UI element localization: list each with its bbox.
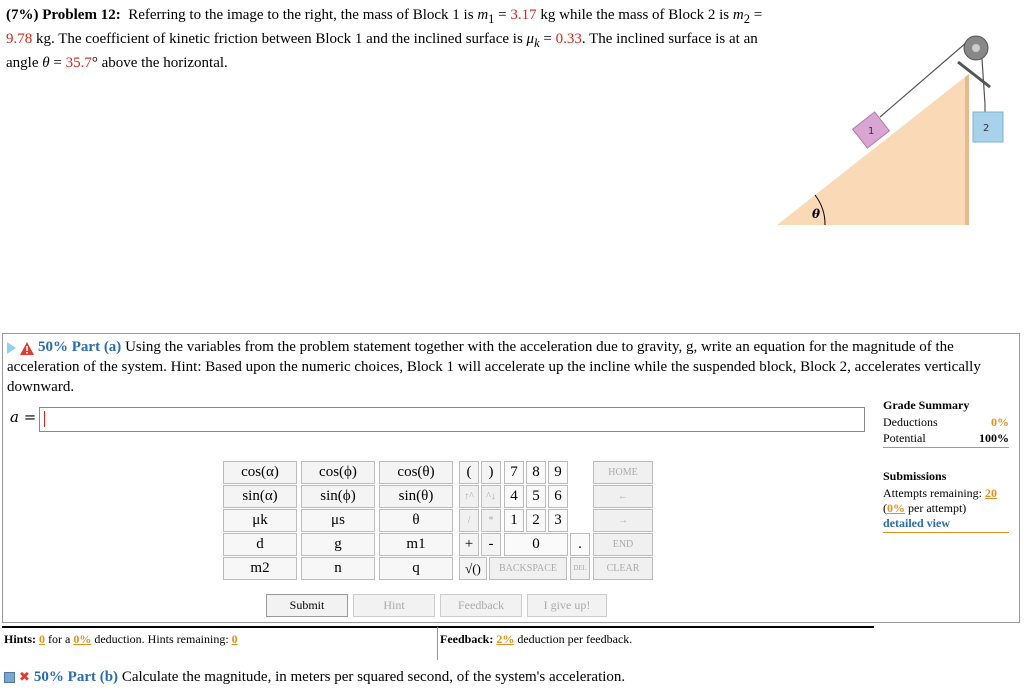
block-2 <box>973 112 1003 142</box>
key-sin-theta[interactable]: sin(θ) <box>379 485 453 508</box>
key-exponent-up[interactable]: ↑^ <box>459 485 479 508</box>
key-d[interactable]: d <box>223 533 297 556</box>
key-sin-alpha[interactable]: sin(α) <box>223 485 297 508</box>
feedback-bar: Feedback: 2% deduction per feedback. <box>438 626 874 660</box>
play-icon[interactable] <box>7 342 16 354</box>
part-b-panel <box>4 669 1004 686</box>
key-m2[interactable]: m2 <box>223 557 297 580</box>
key-clear[interactable]: CLEAR <box>593 557 653 580</box>
key-exponent-down[interactable]: ^↓ <box>481 485 501 508</box>
close-x-icon: ✖ <box>19 670 30 685</box>
key-6[interactable]: 6 <box>548 485 568 508</box>
key-1[interactable]: 1 <box>504 509 524 532</box>
key-3[interactable]: 3 <box>548 509 568 532</box>
deductions-value: 0% <box>991 415 1009 429</box>
hint-button[interactable]: Hint <box>353 594 435 617</box>
hints-bar: Hints: 0 for a 0% deduction. Hints remaining: 0 <box>2 626 438 660</box>
key-mu-k[interactable]: μk <box>223 509 297 532</box>
incline-surface <box>777 77 965 225</box>
key-q[interactable]: q <box>379 557 453 580</box>
problem-statement: (7%) Problem 12: Referring to the image to the right, the mass of Block 1 is $m_1 = 3.17$ kg while the mass of Block 2 is $m_2 = 9.78$ kg. The coefficient of kinetic friction between Block 1 and the inclined surface is $\mu_k = 0.33$. The inclined surface is at an angle θ = 35.7° above the horizontal. <box>6 7 763 71</box>
text-caret <box>44 411 45 427</box>
potential-value: 100% <box>979 431 1009 445</box>
submissions-title: Submissions <box>883 469 947 483</box>
key-0[interactable]: 0 <box>504 533 568 556</box>
key-8[interactable]: 8 <box>526 461 546 484</box>
key-4[interactable]: 4 <box>504 485 524 508</box>
key-2[interactable]: 2 <box>526 509 546 532</box>
part-a-label: 50% Part (a) <box>38 339 122 355</box>
feedback-button[interactable]: Feedback <box>440 594 522 617</box>
key-5[interactable]: 5 <box>526 485 546 508</box>
part-a-text: Using the variables from the problem statement together with the acceleration due to gravity, g, write an equation for the magnitude of the acceleration of the system. Hint: Based upon the numeric choices, Block 1 will accelerate up the incline while the suspended block, Block 2, accelerates vertically downward. <box>7 339 981 395</box>
key-decimal[interactable]: . <box>570 533 590 556</box>
give-up-button[interactable]: I give up! <box>527 594 607 617</box>
key-right-arrow[interactable]: → <box>593 509 653 532</box>
key-plus[interactable]: + <box>459 533 479 556</box>
key-cos-alpha[interactable]: cos(α) <box>223 461 297 484</box>
problem-title: (7%) Problem 12: <box>6 7 121 23</box>
submit-button[interactable]: Submit <box>266 594 348 617</box>
warning-icon <box>20 341 34 354</box>
key-mu-s[interactable]: μs <box>301 509 375 532</box>
key-left-arrow[interactable]: ← <box>593 485 653 508</box>
key-multiply[interactable]: * <box>481 509 501 532</box>
key-open-paren[interactable]: ( <box>459 461 479 484</box>
key-sqrt[interactable]: √() <box>459 557 487 580</box>
block-2-label: 2 <box>983 123 990 134</box>
save-icon[interactable] <box>4 672 15 683</box>
mu-value: 0.33 <box>555 31 582 47</box>
block-1-label: 1 <box>868 126 875 137</box>
key-close-paren[interactable]: ) <box>481 461 501 484</box>
part-b-text: Calculate the magnitude, in meters per squared second, of the system's acceleration. <box>121 669 626 685</box>
theta-value: 35.7 <box>65 55 92 71</box>
key-del[interactable]: DEL <box>570 557 590 580</box>
key-home[interactable]: HOME <box>593 461 653 484</box>
attempts-remaining: 20 <box>984 486 997 500</box>
grade-summary-title: Grade Summary <box>883 398 970 412</box>
angle-label: θ <box>812 207 821 221</box>
key-m1[interactable]: m1 <box>379 533 453 556</box>
hints-remaining: 0 <box>231 632 238 646</box>
grade-summary: Grade Summary Deductions 0% Potential 100% Submissions Attempts remaining: 20 (0% per attempt) detailed view <box>883 398 1009 533</box>
answer-input[interactable] <box>39 407 865 432</box>
key-9[interactable]: 9 <box>548 461 568 484</box>
key-theta[interactable]: θ <box>379 509 453 532</box>
key-backspace[interactable]: BACKSPACE <box>489 557 567 580</box>
key-g[interactable]: g <box>301 533 375 556</box>
incline-diagram <box>775 22 1020 234</box>
key-sin-phi[interactable]: sin(ϕ) <box>301 485 375 508</box>
m1-value: 3.17 <box>510 7 537 23</box>
key-n[interactable]: n <box>301 557 375 580</box>
key-cos-theta[interactable]: cos(θ) <box>379 461 453 484</box>
part-b-label: 50% Part (b) <box>33 669 119 685</box>
key-7[interactable]: 7 <box>504 461 524 484</box>
detailed-view-link[interactable]: detailed view <box>883 516 950 530</box>
key-divide[interactable]: / <box>459 509 479 532</box>
m2-value: 9.78 <box>6 31 33 47</box>
key-end[interactable]: END <box>593 533 653 556</box>
key-cos-phi[interactable]: cos(ϕ) <box>301 461 375 484</box>
key-minus[interactable]: - <box>481 533 501 556</box>
answer-label: a = <box>10 408 37 426</box>
